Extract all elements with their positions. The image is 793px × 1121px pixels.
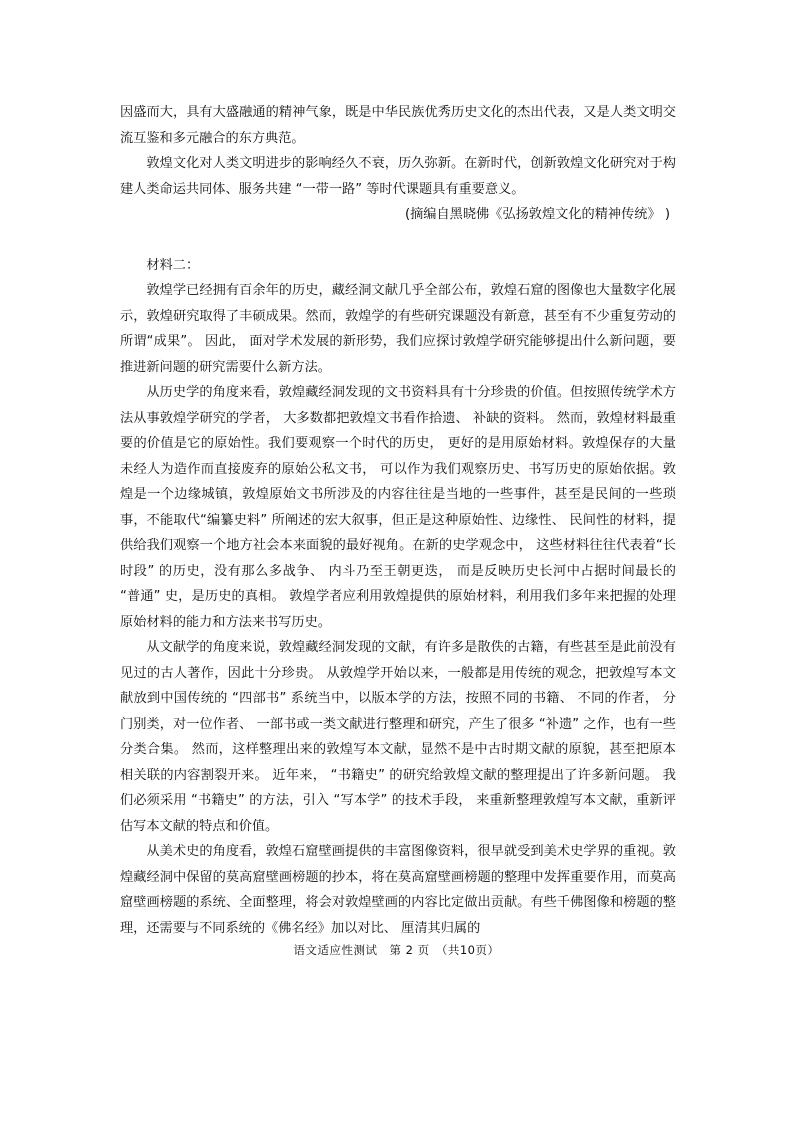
paragraph-dunhuang-influence: 敦煌文化对人类文明进步的影响经久不衰，历久弥新。在新时代，创新敦煌文化研究对于构建人类命运共同体、服务共建 “一带一路” 等时代课题具有重要意义。 xyxy=(120,156,676,197)
paragraph-continuation: 因盛而大，具有大盛融通的精神气象，既是中华民族优秀历史文化的杰出代表，又是人类文明交流互鉴和多元融合的东方典范。 xyxy=(120,105,676,146)
document-body xyxy=(120,100,676,941)
page-footer: 语文适应性测试 第 2 页 （共10页） xyxy=(293,943,500,957)
section-label: 材料二： xyxy=(146,257,200,273)
paragraph-research-status: 敦煌学已经拥有百余年的历史，藏经洞文献几乎全部公布，敦煌石窟的图像也大量数字化展示，敦煌研究取得了丰硕成果。然而，敦煌学的有些研究课题没有新意，甚至有不少重复劳动的所谓“成果”。 因此， 面对学术发展的新形势，我们应探讨敦煌学研究能够提出什么新问题，要推进新问题的研究需要什么新方法。 xyxy=(120,283,676,375)
source-citation: (摘编自黑晓佛《弘扬敦煌文化的精神传统》 ) xyxy=(404,207,670,222)
section-gap xyxy=(120,228,676,253)
paragraph-philology-perspective: 从文献学的角度来说，敦煌藏经洞发现的文献，有许多是散佚的古籍，有些甚至是此前没有见过的古人著作，因此十分珍贵。 从敦煌学开始以来，一般都是用传统的观念，把敦煌写本文献放到中国传统的 “四部书” 系统当中，以版本学的方法，按照不同的书籍、 不同的作者， 分门别类，对一位作者、 一部书或一类文献进行整理和研究，产生了很多 “补遗” 之作，也有一些分类合集。 然而，这样整理出来的敦煌写本文献，显然不是中古时期文献的原貌，甚至把原本相关联的内容割裂开来。 近年来， “书籍史” 的研究给敦煌文献的整理提出了许多新问题。 我们必须采用 “书籍史” 的方法，引入 “写本学” 的技术手段， 来重新整理敦煌写本文献，重新评估写本文献的特点和价值。 xyxy=(120,640,676,834)
paragraph-history-perspective: 从历史学的角度来看，敦煌藏经洞发现的文书资料具有十分珍贵的价值。但按照传统学术方法从事敦煌学研究的学者， 大多数都把敦煌文书看作拾遗、 补缺的资料。 然而，敦煌材料最重要的价值是它的原始性。我们要观察一个时代的历史， 更好的是用原始材料。敦煌保存的大量未经人为造作而直接废弃的原始公私文书， 可以作为我们观察历史、书写历史的原始依据。敦煌是一个边缘城镇，敦煌原始文书所涉及的内容往往是当地的一些事件，甚至是民间的一些琐事，不能取代“编纂史料” 所阐述的宏大叙事，但正是这种原始性、边缘性、 民间性的材料，提供给我们观察一个地方社会本来面貌的最好视角。在新的史学观念中， 这些材料往往代表着“长时段” 的历史，没有那么多战争、 内斗乃至王朝更迭， 而是反映历史长河中占据时间最长的 “普通” 史，是历史的真相。 敦煌学者应利用敦煌提供的原始材料，利用我们多年来把握的处理原始材料的能力和方法来书写历史。 xyxy=(120,385,676,630)
paragraph-art-history-perspective: 从美术史的角度看，敦煌石窟壁画提供的丰富图像资料，很早就受到美术史学界的重视。敦煌藏经洞中保留的莫高窟壁画榜题的抄本，将在莫高窟壁画榜题的整理中发挥重要作用，而莫高窟壁画榜题的系统、全面整理，将会对敦煌壁画的内容比定做出贡献。有些千佛图像和榜题的整理，还需要与不同系统的《佛名经》加以对比、 厘清其归属的 xyxy=(120,844,676,936)
